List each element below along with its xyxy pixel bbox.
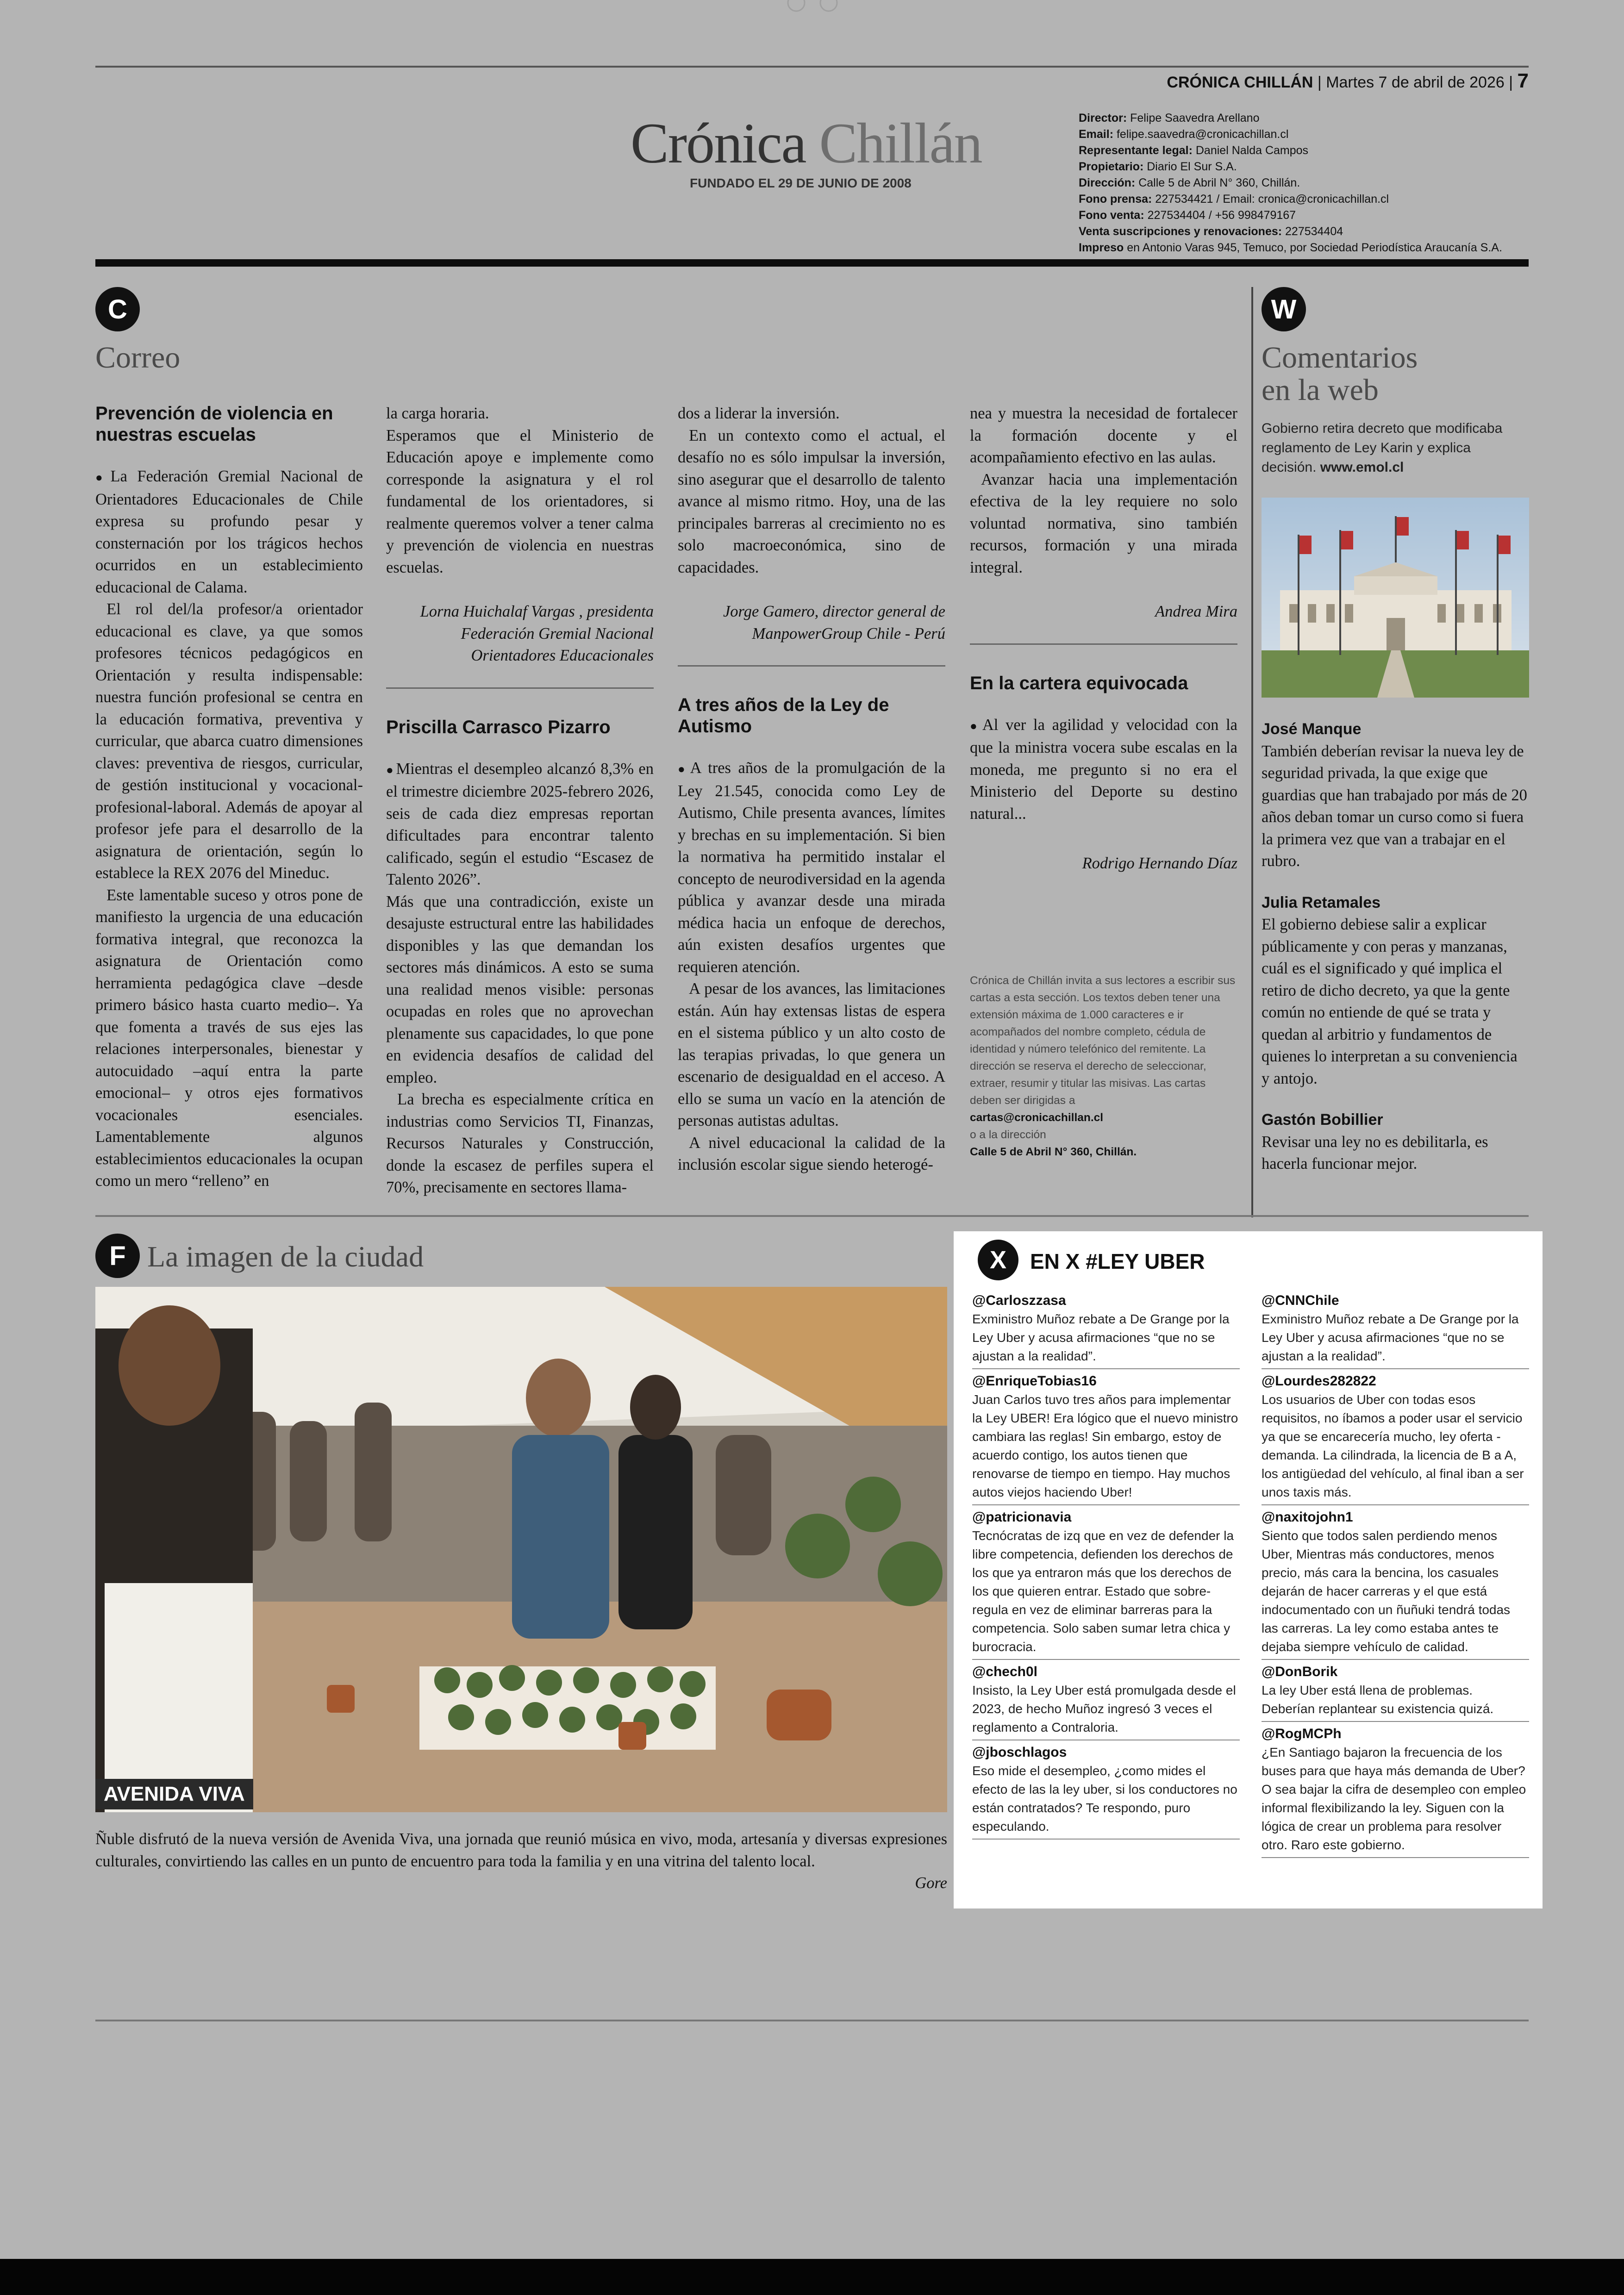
- tweet: [1262, 1663, 1529, 1722]
- letter-1-paragraph: Este lamentable suceso y otros pone de manifiesto la urgencia de una educación formativa integral, que reconozca la asignatura de Orientación como herramienta pedagógica clave –desde primero básico hasta cuarto medio–. Ya que fomenta a través de sus ejes las relaciones interpersonales, bienestar y autocuidado –aquí entra la parte emocional– y otros ejes formativos vocacionales esenciales. Lamentablemente algunos establecimientos educacionales la ocupan como un mero “relleno” en: [95, 886, 363, 1190]
- staff-line: Representante legal: Daniel Nalda Campos: [1079, 144, 1309, 157]
- letter-1-paragraph: la carga horaria.: [386, 405, 489, 422]
- submission-email[interactable]: cartas@cronicachillan.cl: [970, 1111, 1104, 1124]
- tweet-handle[interactable]: @Lourdes282822: [1262, 1373, 1376, 1389]
- tweet-handle[interactable]: @Carloszzasa: [972, 1293, 1066, 1308]
- letter-column-2: [386, 403, 654, 1199]
- staff-line: Fono prensa: 227534421 / Email: cronica@cronicachillan.cl: [1079, 193, 1389, 206]
- letter-2-signature: Jorge Gamero, director general de ManpowerGroup Chile - Perú: [723, 603, 945, 642]
- tweet: [1262, 1291, 1529, 1369]
- web-comments-title: Comentarios en la web: [1262, 341, 1418, 407]
- la-moneda-photo: [1262, 498, 1529, 698]
- comment-text: El gobierno debiese salir a explicar públicamente y con peras y manzanas, cuál es el significado y qué implica el retiro de dicho decreto, ya que la gente común no entiende de qué se trata y quedan al arbitrio y fundamentos de quienes lo interpretan a su conveniencia y antojo.: [1262, 916, 1518, 1087]
- brand-word-cronica: Crónica: [631, 112, 806, 175]
- staff-line: Propietario: Diario El Sur S.A.: [1079, 160, 1237, 173]
- tweet-handle[interactable]: @jboschlagos: [972, 1745, 1067, 1760]
- tweet: [972, 1508, 1240, 1660]
- section-rule: [95, 1215, 1529, 1217]
- letter-3-paragraph: A nivel educacional la calidad de la inclusión escolar sigue siendo heterogé-: [678, 1134, 945, 1173]
- header-thick-rule: [95, 259, 1529, 267]
- tweet-text: Los usuarios de Uber con todas esos requisitos, no íbamos a poder usar el servicio ya que se encarecería mucho, ley oferta - demanda. La cilindrada, la licencia de B a A, los antigüedad del vehículo, al final iban a ser unos taxis más.: [1262, 1391, 1529, 1505]
- emol-link[interactable]: www.emol.cl: [1320, 460, 1404, 475]
- x-comments-panel: [954, 1231, 1543, 1908]
- city-image-title: La imagen de la ciudad: [147, 1240, 424, 1273]
- tweet-text: Tecnócratas de izq que en vez de defender la libre competencia, defienden los derechos de los que ya entraron más que los derechos de los que quieren entrar. Estado que sobre-regula en vez de eliminar barreras para la competencia. Solo saben sumar letra chica y burocracia.: [972, 1527, 1240, 1660]
- letter-1-signature: Lorna Huichalaf Vargas , presidenta Federación Gremial Nacional Orientadores Educacionales: [420, 603, 654, 664]
- page-number: 7: [1517, 69, 1529, 92]
- letter-3-paragraph: ● A tres años de la promulgación de la Ley 21.545, conocida como Ley de Autismo, Chile presenta avances, límites y brechas en su implementación. Si bien la normativa ha permitido instalar el concepto de neurodiversidad en la agenda pública y avanzar desde una mirada médica hacia un enfoque de derechos, aún existen desafíos urgentes que requieren atención.: [678, 757, 945, 978]
- letter-1-headline: Prevención de violencia en nuestras escuelas: [95, 403, 333, 445]
- web-comments-list: [1262, 699, 1529, 1175]
- letter-3-signature: Andrea Mira: [1155, 603, 1237, 620]
- letter-4-headline: En la cartera equivocada: [970, 673, 1188, 693]
- tweet: [972, 1663, 1240, 1740]
- tweet-text: Insisto, la Ley Uber está promulgada desde el 2023, de hecho Muñoz ingresó 3 veces el reglamento a Contraloria.: [972, 1681, 1240, 1740]
- page-top-marks: [782, 0, 843, 19]
- letter-2-paragraph: ● Mientras el desempleo alcanzó 8,3% en el trimestre diciembre 2025-febrero 2026, seis de cada diez empresas reportan dificultades para encontrar talento calificado, según el estudio “Escasez de Talento 2026”.: [386, 758, 654, 891]
- tweet-handle[interactable]: @naxitojohn1: [1262, 1509, 1353, 1525]
- letter-3-paragraph: Avanzar hacia una implementación efectiva de la ley requiere no solo voluntad normativa, sino también recursos, formación y una mirada integral.: [970, 470, 1237, 576]
- submission-or: o a la dirección: [970, 1129, 1046, 1141]
- brand-word-chillan: Chillán: [819, 112, 982, 175]
- founded-line: FUNDADO EL 29 DE JUNIO DE 2008: [690, 176, 912, 190]
- tweet-handle[interactable]: @EnriqueTobias16: [972, 1373, 1097, 1389]
- column-divider: [970, 643, 1237, 645]
- comment-author: José Manque: [1262, 720, 1362, 738]
- letter-column-4: [970, 403, 1237, 875]
- letter-1-paragraph: Esperamos que el Ministerio de Educación apoye e implemente como corresponde la asignatura y el rol fundamental de los orientadores, si realmente queremos volver a tener calma y prevención de violencia en nuestras escuelas.: [386, 426, 654, 576]
- tweet-handle[interactable]: @CNNChile: [1262, 1293, 1339, 1308]
- web-section-icon: W: [1262, 287, 1306, 331]
- masthead-logo: [631, 111, 992, 191]
- vertical-divider: [1251, 287, 1253, 1217]
- letter-column-1: [95, 403, 363, 1192]
- top-thin-rule: [95, 66, 1529, 68]
- comment-author: Julia Retamales: [1262, 893, 1381, 911]
- header-paper-name: CRÓNICA CHILLÁN: [1167, 74, 1313, 91]
- tweet-handle[interactable]: @DonBorik: [1262, 1664, 1338, 1679]
- correo-section-icon: C: [95, 287, 140, 331]
- header-date: Martes 7 de abril de 2026: [1326, 74, 1505, 91]
- tweet: [972, 1743, 1240, 1840]
- city-section-icon: F: [95, 1234, 140, 1278]
- web-comments-intro: Gobierno retira decreto que modificaba reglamento de Ley Karin y explica decisión. www.emol.cl: [1262, 421, 1503, 475]
- letter-1-paragraph: ● La Federación Gremial Nacional de Orientadores Educacionales de Chile expresa su profundo pesar y consternación por los trágicos hechos ocurridos en un establecimiento educacional de Calama.: [95, 466, 363, 599]
- tweet-text: La ley Uber está llena de problemas. Deberían replantear su existencia quizá.: [1262, 1681, 1529, 1722]
- x-column-right: [1262, 1291, 1529, 1861]
- letter-3-paragraph: A pesar de los avances, las limitaciones están. Aún hay extensas listas de espera en el sistema público y un alto costo de las terapias privadas, lo que genera un escenario de desigualdad en el acceso. A ello se suma un vacío en la atención de personas autistas adultas.: [678, 980, 945, 1129]
- staff-line: Director: Felipe Saavedra Arellano: [1079, 112, 1260, 125]
- comment-author: Gastón Bobillier: [1262, 1111, 1383, 1129]
- staff-line: Dirección: Calle 5 de Abril N° 360, Chillán.: [1079, 176, 1300, 189]
- column-divider: [678, 665, 945, 667]
- submission-note-text: Crónica de Chillán invita a sus lectores a escribir sus cartas a esta sección. Los textos deben tener una extensión máxima de 1.000 caracteres e ir acompañados del nombre completo, cédula de identidad y número telefónico del remitente. La dirección se reserva el derecho de seleccionar, extraer, resumir y titular las misivas. Las cartas deben ser dirigidas a: [970, 974, 1236, 1107]
- tweet: [1262, 1508, 1529, 1660]
- tweet: [972, 1291, 1240, 1369]
- comment-text: Revisar una ley no es debilitarla, es hacerla funcionar mejor.: [1262, 1133, 1488, 1172]
- submission-address: Calle 5 de Abril N° 360, Chillán.: [970, 1146, 1137, 1158]
- x-column-left: [972, 1291, 1240, 1842]
- circle-marks-icon: [782, 0, 843, 19]
- letter-2-paragraph: dos a liderar la inversión.: [678, 405, 840, 422]
- tweet-text: Eso mide el desempleo, ¿como mides el efecto de las la ley uber, si los conductores no están contratados? Te respondo, puro especulando.: [972, 1762, 1240, 1840]
- tweet-text: Exministro Muñoz rebate a De Grange por la Ley Uber y acusa afirmaciones “que no se ajustan a la realidad”.: [972, 1310, 1240, 1369]
- photo-label: AVENIDA VIVA: [95, 1779, 253, 1809]
- bottom-rule: [95, 2020, 1529, 2021]
- tweet-handle[interactable]: @chech0l: [972, 1664, 1037, 1679]
- letter-3-paragraph: nea y muestra la necesidad de fortalecer la formación docente y el acompañamiento efectivo en las aulas.: [970, 405, 1237, 466]
- letter-2-paragraph: La brecha es especialmente crítica en industrias como Servicios TI, Finanzas, Recursos Naturales y Construcción, donde la escasez de perfiles supera el 70%, precisamente en sectores llama-: [386, 1091, 654, 1196]
- x-panel-title: EN X #LEY UBER: [1030, 1249, 1205, 1273]
- tweet-text: ¿En Santiago bajaron la frecuencia de los buses para que haya más demanda de Uber? O sea bajar la cifra de desempleo con empleo informal flexibilizando la ley. Siguen con la lógica de crear un problema para resolver otro. Raro este gobierno.: [1262, 1743, 1529, 1858]
- submission-note: [970, 972, 1237, 1160]
- tweet-text: Exministro Muñoz rebate a De Grange por la Ley Uber y acusa afirmaciones “que no se ajustan a la realidad”.: [1262, 1310, 1529, 1369]
- letter-3-headline: A tres años de la Ley de Autismo: [678, 695, 889, 736]
- staff-line: Fono venta: 227534404 / +56 998479167: [1079, 209, 1296, 222]
- tweet-text: Juan Carlos tuvo tres años para implementar la Ley UBER! Era lógico que el nuevo ministro cambiara las reglas! Sin embargo, estoy de acuerdo contigo, los autos tienen que renovarse de tiempo en tiempo. Hay muchos autos viejos haciendo Uber!: [972, 1391, 1240, 1505]
- tweet-text: Siento que todos salen perdiendo menos Uber, Mientras más conductores, menos precio, más cara la bencina, los casuales dejarán de hacer carreras y el que está indocumentado con un ñuñuki tendrá todas las carreras. La ley como estaba antes te dejaba siempre vehículo de calidad.: [1262, 1527, 1529, 1660]
- letter-4-signature: Rodrigo Hernando Díaz: [1082, 854, 1237, 872]
- photo-caption: Ñuble disfrutó de la nueva versión de Avenida Viva, una jornada que reunió música en vivo, moda, artesanía y diversas expresiones culturales, convirtiendo las calles en un punto de encuentro para toda la familia y en una vitrina del talento local.: [95, 1830, 947, 1870]
- tweet-handle[interactable]: @patricionavia: [972, 1509, 1072, 1525]
- column-divider: [386, 687, 654, 689]
- tweet: [972, 1372, 1240, 1505]
- avenida-viva-photo: [95, 1287, 947, 1812]
- staff-line: Venta suscripciones y renovaciones: 227534404: [1079, 225, 1343, 238]
- letter-2-headline: Priscilla Carrasco Pizarro: [386, 717, 611, 737]
- tweet-handle[interactable]: @RogMCPh: [1262, 1726, 1342, 1741]
- staff-line: Email: felipe.saavedra@cronicachillan.cl: [1079, 128, 1289, 141]
- bottom-black-bar: [0, 2259, 1624, 2295]
- header-dateline: CRÓNICA CHILLÁN | Martes 7 de abril de 2026 | 7: [1167, 69, 1529, 92]
- letter-column-3: [678, 403, 945, 1176]
- tweet: [1262, 1725, 1529, 1858]
- staff-line: Impreso en Antonio Varas 945, Temuco, por Sociedad Periodística Araucanía S.A.: [1079, 241, 1502, 254]
- photo-credit: Gore: [915, 1874, 947, 1892]
- correo-title: Correo: [95, 341, 181, 374]
- comment-text: También deberían revisar la nueva ley de seguridad privada, la que exige que guardias que han trabajado por más de 20 años deban tomar un curso como si fuera la primera vez que van a trabajar en el rubro.: [1262, 742, 1527, 870]
- letter-2-paragraph: Más que una contradicción, existe un desajuste estructural entre las habilidades disponibles y las que demandan los sectores más dinámicos. A esto se suma una realidad menos visible: personas ocupadas en roles que no aprovechan plenamente sus capacidades, lo que pone en evidencia desafíos de calidad del empleo.: [386, 892, 654, 1086]
- letter-2-paragraph: En un contexto como el actual, el desafío no es sólo impulsar la inversión, sino asegurar que el desarrollo de talento avance al mismo ritmo. Hoy, una de las principales barreras al crecimiento no es solo macroeconómica, sino de capacidades.: [678, 426, 945, 576]
- letter-4-paragraph: ● Al ver la agilidad y velocidad con la que la ministra vocera sube escalas en la moneda, me pregunto si no era el Ministerio del Deporte su destino natural...: [970, 714, 1237, 825]
- x-logo-icon: X: [978, 1240, 1018, 1280]
- staff-box: [1079, 110, 1542, 256]
- tweet: [1262, 1372, 1529, 1505]
- letter-1-paragraph: El rol del/la profesor/a orientador educacional es clave, ya que somos profesores técnicos pedagógicos en Orientación y resulta indispensable: nuestra función profesional se centra en la educación formativa, preventiva y curricular, que abarca cuatro dimensiones claves: preventiva de riesgos, curricular, de gestión institucional y vocacional-profesional-laboral. Además de apoyar al profesor jefe para el desarrollo de la asignatura de orientación, según lo establece la REX 2076 del Mineduc.: [95, 600, 363, 882]
